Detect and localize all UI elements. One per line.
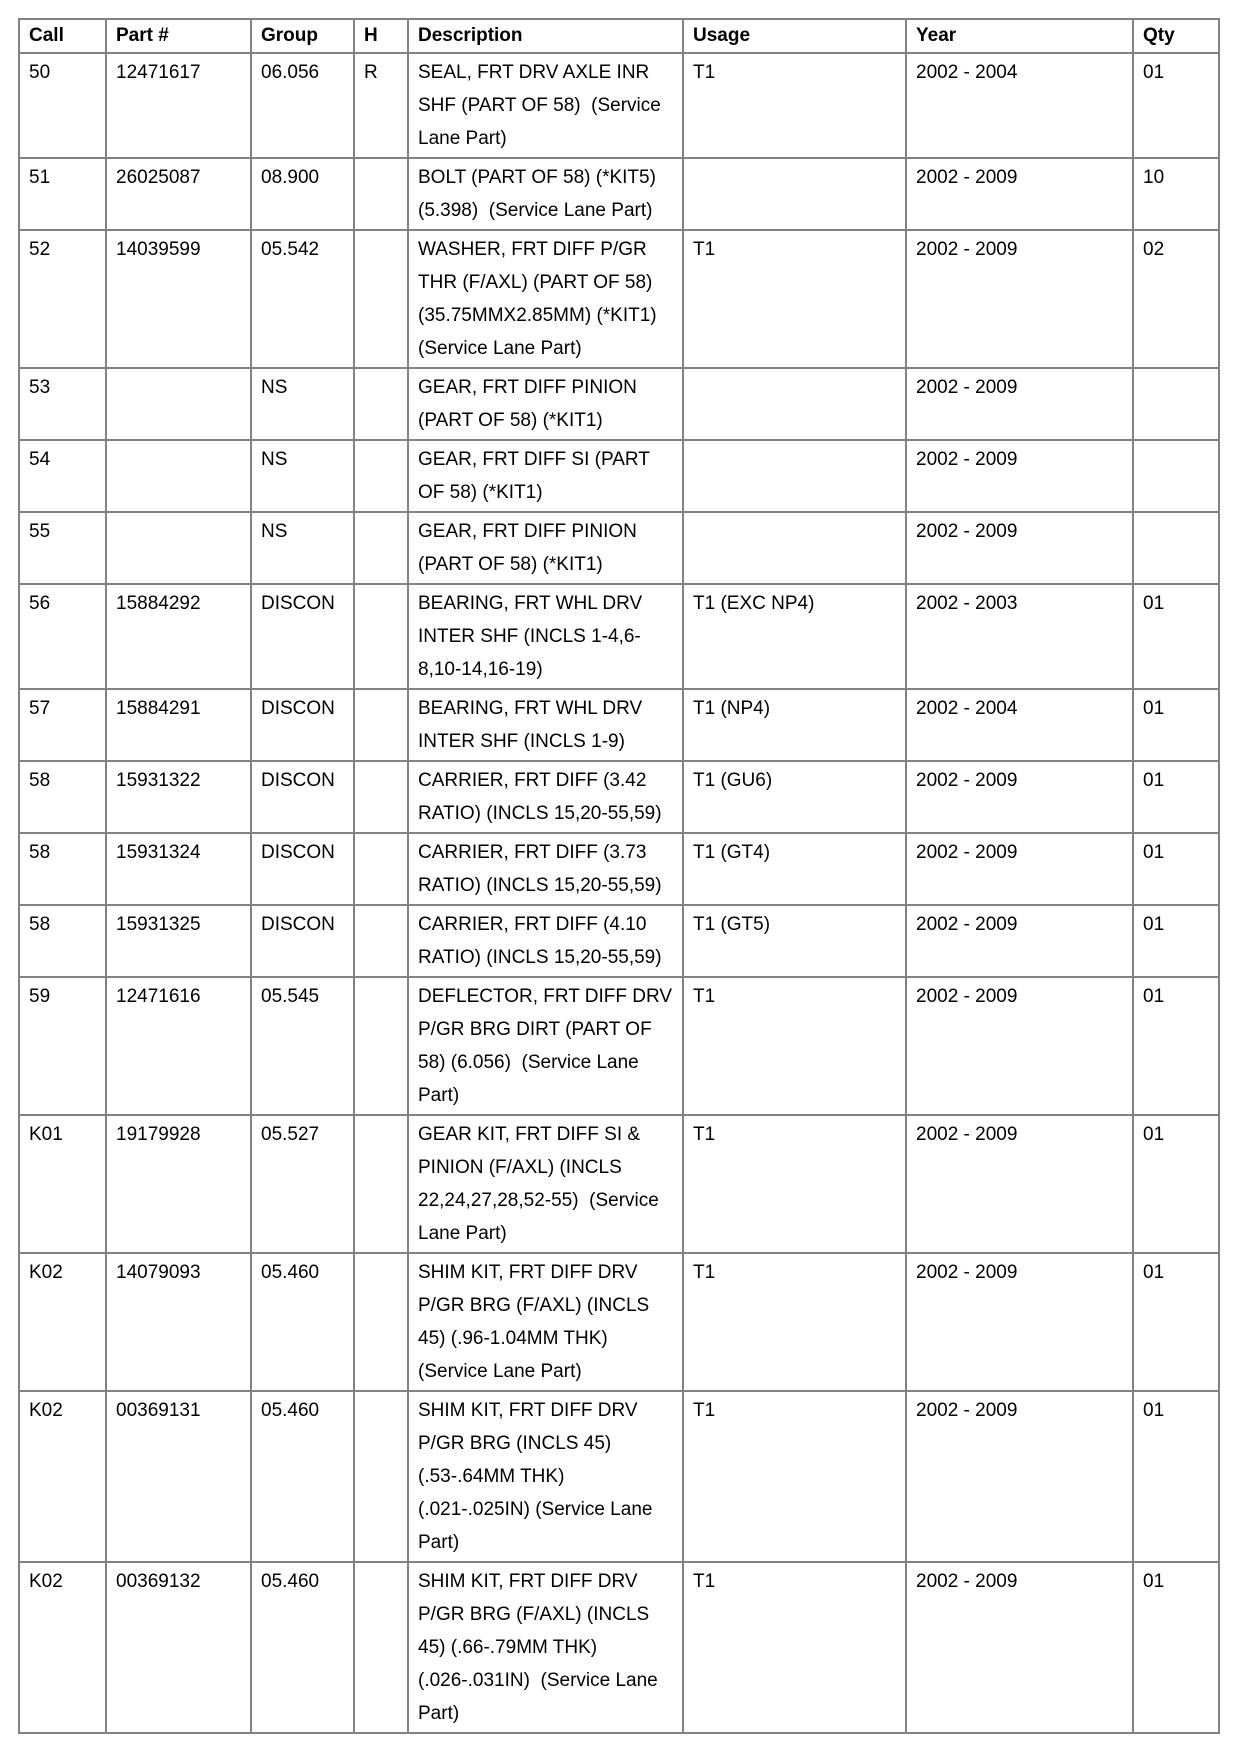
cell-group: NS: [251, 368, 354, 440]
cell-group: NS: [251, 512, 354, 584]
cell-description: GEAR, FRT DIFF PINION (PART OF 58) (*KIT1): [408, 512, 683, 584]
cell-part-number: 00369131: [106, 1391, 251, 1562]
cell-usage: [683, 440, 906, 512]
cell-usage: T1: [683, 230, 906, 368]
cell-usage: T1 (EXC NP4): [683, 584, 906, 689]
cell-usage: T1: [683, 1562, 906, 1733]
table-row: [19, 1391, 1219, 1562]
cell-qty: 01: [1133, 1391, 1219, 1562]
cell-part-number: 15884291: [106, 689, 251, 761]
cell-year: 2002 - 2009: [906, 833, 1133, 905]
header-cell-group: Group: [251, 19, 354, 53]
cell-description: DEFLECTOR, FRT DIFF DRV P/GR BRG DIRT (PART OF 58) (6.056) (Service Lane Part): [408, 977, 683, 1115]
cell-description: BOLT (PART OF 58) (*KIT5) (5.398) (Service Lane Part): [408, 158, 683, 230]
header-cell-part-number: Part #: [106, 19, 251, 53]
cell-group: 06.056: [251, 53, 354, 158]
cell-h: [354, 905, 408, 977]
header-cell-usage: Usage: [683, 19, 906, 53]
cell-h: [354, 761, 408, 833]
header-cell-call: Call: [19, 19, 106, 53]
cell-description: SHIM KIT, FRT DIFF DRV P/GR BRG (F/AXL) (INCLS 45) (.66-.79MM THK) (.026-.031IN) (Service Lane Part): [408, 1562, 683, 1733]
cell-description: CARRIER, FRT DIFF (4.10 RATIO) (INCLS 15,20-55,59): [408, 905, 683, 977]
table-row: [19, 230, 1219, 368]
cell-h: [354, 689, 408, 761]
table-row: [19, 905, 1219, 977]
cell-part-number: 15931325: [106, 905, 251, 977]
cell-year: 2002 - 2009: [906, 1391, 1133, 1562]
cell-part-number: 14039599: [106, 230, 251, 368]
table-row: [19, 1115, 1219, 1253]
cell-group: NS: [251, 440, 354, 512]
header-cell-year: Year: [906, 19, 1133, 53]
cell-h: [354, 158, 408, 230]
cell-usage: T1: [683, 1391, 906, 1562]
cell-description: SEAL, FRT DRV AXLE INR SHF (PART OF 58) (Service Lane Part): [408, 53, 683, 158]
cell-h: [354, 584, 408, 689]
table-row: [19, 368, 1219, 440]
cell-h: [354, 1391, 408, 1562]
cell-usage: T1 (NP4): [683, 689, 906, 761]
cell-call: K02: [19, 1562, 106, 1733]
cell-description: SHIM KIT, FRT DIFF DRV P/GR BRG (F/AXL) (INCLS 45) (.96-1.04MM THK) (Service Lane Part): [408, 1253, 683, 1391]
cell-usage: [683, 368, 906, 440]
cell-call: 57: [19, 689, 106, 761]
cell-usage: T1: [683, 53, 906, 158]
cell-call: K02: [19, 1391, 106, 1562]
cell-part-number: 00369132: [106, 1562, 251, 1733]
cell-description: BEARING, FRT WHL DRV INTER SHF (INCLS 1-4,6-8,10-14,16-19): [408, 584, 683, 689]
cell-part-number: 15931324: [106, 833, 251, 905]
table-row: [19, 512, 1219, 584]
cell-description: CARRIER, FRT DIFF (3.73 RATIO) (INCLS 15,20-55,59): [408, 833, 683, 905]
cell-group: 08.900: [251, 158, 354, 230]
cell-usage: T1 (GU6): [683, 761, 906, 833]
table-row: [19, 833, 1219, 905]
cell-call: 51: [19, 158, 106, 230]
cell-part-number: 14079093: [106, 1253, 251, 1391]
cell-group: DISCON: [251, 761, 354, 833]
cell-part-number: 19179928: [106, 1115, 251, 1253]
header-cell-h: H: [354, 19, 408, 53]
cell-part-number: 15884292: [106, 584, 251, 689]
cell-usage: T1 (GT4): [683, 833, 906, 905]
table-row: [19, 1562, 1219, 1733]
cell-description: SHIM KIT, FRT DIFF DRV P/GR BRG (INCLS 45) (.53-.64MM THK) (.021-.025IN) (Service Lane Part): [408, 1391, 683, 1562]
table-body: [19, 53, 1219, 1733]
cell-usage: [683, 158, 906, 230]
cell-usage: T1: [683, 977, 906, 1115]
cell-qty: 01: [1133, 584, 1219, 689]
header-cell-qty: Qty: [1133, 19, 1219, 53]
cell-qty: 01: [1133, 1115, 1219, 1253]
cell-year: 2002 - 2009: [906, 1253, 1133, 1391]
cell-part-number: 15931322: [106, 761, 251, 833]
cell-group: 05.460: [251, 1562, 354, 1733]
cell-description: WASHER, FRT DIFF P/GR THR (F/AXL) (PART OF 58) (35.75MMX2.85MM) (*KIT1) (Service Lane Part): [408, 230, 683, 368]
cell-h: [354, 440, 408, 512]
cell-year: 2002 - 2003: [906, 584, 1133, 689]
cell-year: 2002 - 2009: [906, 905, 1133, 977]
cell-call: 54: [19, 440, 106, 512]
cell-qty: [1133, 512, 1219, 584]
cell-part-number: 12471616: [106, 977, 251, 1115]
table-header-row: [19, 19, 1219, 53]
cell-part-number: [106, 440, 251, 512]
document-page: [18, 18, 1218, 1734]
cell-qty: 02: [1133, 230, 1219, 368]
cell-group: 05.460: [251, 1391, 354, 1562]
cell-qty: [1133, 440, 1219, 512]
cell-group: DISCON: [251, 689, 354, 761]
cell-h: [354, 1253, 408, 1391]
cell-qty: [1133, 368, 1219, 440]
cell-description: BEARING, FRT WHL DRV INTER SHF (INCLS 1-9): [408, 689, 683, 761]
cell-year: 2002 - 2009: [906, 1562, 1133, 1733]
table-row: [19, 53, 1219, 158]
table-row: [19, 440, 1219, 512]
cell-h: [354, 1115, 408, 1253]
cell-usage: T1 (GT5): [683, 905, 906, 977]
cell-call: 52: [19, 230, 106, 368]
cell-h: [354, 1562, 408, 1733]
cell-year: 2002 - 2009: [906, 512, 1133, 584]
cell-usage: T1: [683, 1115, 906, 1253]
cell-part-number: [106, 368, 251, 440]
cell-qty: 01: [1133, 53, 1219, 158]
cell-year: 2002 - 2009: [906, 158, 1133, 230]
cell-year: 2002 - 2004: [906, 53, 1133, 158]
cell-year: 2002 - 2009: [906, 1115, 1133, 1253]
cell-year: 2002 - 2009: [906, 977, 1133, 1115]
table-row: [19, 158, 1219, 230]
table-row: [19, 1253, 1219, 1391]
cell-group: 05.460: [251, 1253, 354, 1391]
cell-group: 05.527: [251, 1115, 354, 1253]
cell-group: DISCON: [251, 905, 354, 977]
cell-call: K01: [19, 1115, 106, 1253]
cell-call: 58: [19, 905, 106, 977]
cell-call: K02: [19, 1253, 106, 1391]
cell-part-number: 26025087: [106, 158, 251, 230]
cell-year: 2002 - 2009: [906, 440, 1133, 512]
cell-h: [354, 512, 408, 584]
table-row: [19, 977, 1219, 1115]
cell-qty: 01: [1133, 833, 1219, 905]
parts-table: [18, 18, 1220, 1734]
table-row: [19, 689, 1219, 761]
cell-h: [354, 833, 408, 905]
cell-description: CARRIER, FRT DIFF (3.42 RATIO) (INCLS 15,20-55,59): [408, 761, 683, 833]
cell-part-number: 12471617: [106, 53, 251, 158]
cell-qty: 01: [1133, 689, 1219, 761]
cell-year: 2002 - 2009: [906, 368, 1133, 440]
cell-qty: 01: [1133, 905, 1219, 977]
cell-description: GEAR, FRT DIFF SI (PART OF 58) (*KIT1): [408, 440, 683, 512]
cell-h: R: [354, 53, 408, 158]
cell-h: [354, 368, 408, 440]
cell-year: 2002 - 2009: [906, 761, 1133, 833]
table-row: [19, 584, 1219, 689]
cell-qty: 10: [1133, 158, 1219, 230]
cell-group: 05.542: [251, 230, 354, 368]
cell-call: 55: [19, 512, 106, 584]
cell-part-number: [106, 512, 251, 584]
cell-qty: 01: [1133, 1253, 1219, 1391]
cell-year: 2002 - 2004: [906, 689, 1133, 761]
cell-h: [354, 977, 408, 1115]
cell-qty: 01: [1133, 977, 1219, 1115]
cell-qty: 01: [1133, 761, 1219, 833]
cell-group: 05.545: [251, 977, 354, 1115]
cell-call: 56: [19, 584, 106, 689]
cell-call: 58: [19, 833, 106, 905]
cell-call: 50: [19, 53, 106, 158]
cell-usage: [683, 512, 906, 584]
cell-call: 53: [19, 368, 106, 440]
cell-call: 59: [19, 977, 106, 1115]
table-row: [19, 761, 1219, 833]
cell-description: GEAR, FRT DIFF PINION (PART OF 58) (*KIT1): [408, 368, 683, 440]
cell-h: [354, 230, 408, 368]
cell-usage: T1: [683, 1253, 906, 1391]
cell-call: 58: [19, 761, 106, 833]
cell-description: GEAR KIT, FRT DIFF SI & PINION (F/AXL) (INCLS 22,24,27,28,52-55) (Service Lane Part): [408, 1115, 683, 1253]
cell-group: DISCON: [251, 833, 354, 905]
cell-qty: 01: [1133, 1562, 1219, 1733]
cell-group: DISCON: [251, 584, 354, 689]
cell-year: 2002 - 2009: [906, 230, 1133, 368]
header-cell-description: Description: [408, 19, 683, 53]
